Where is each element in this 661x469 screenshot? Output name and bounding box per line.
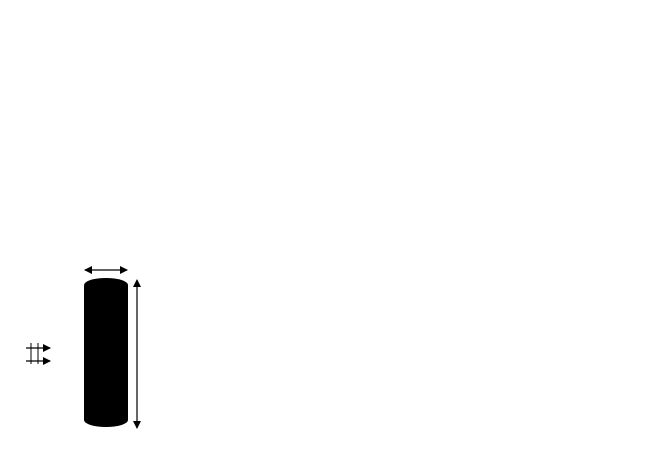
fuel-rod (84, 278, 128, 427)
